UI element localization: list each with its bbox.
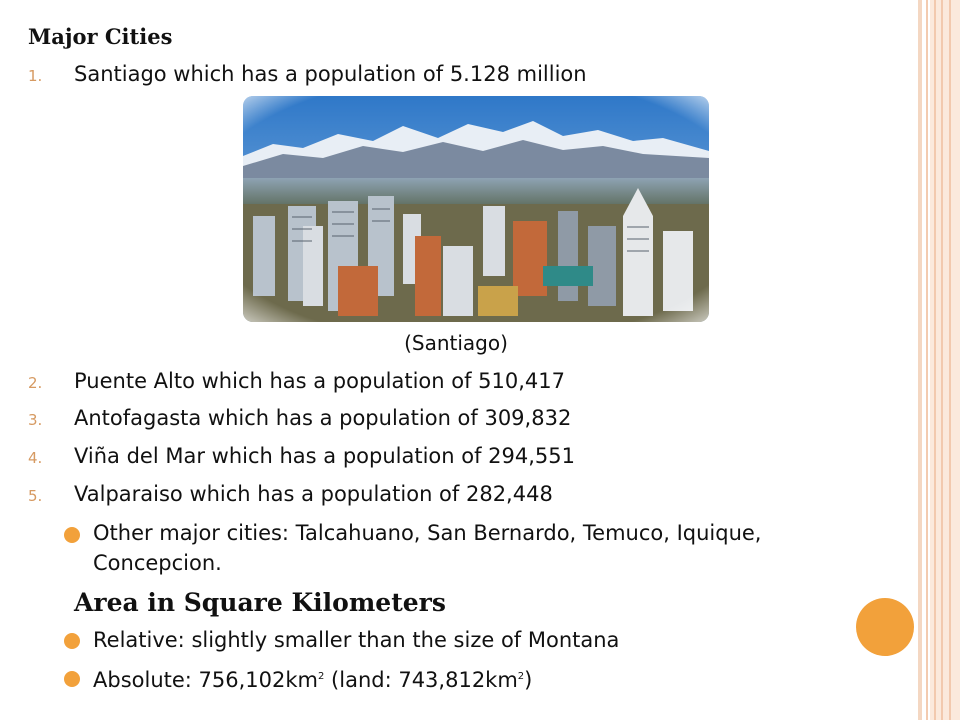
list-item-text: Puente Alto which has a population of 510,417	[74, 369, 565, 393]
list-number: 3.	[28, 411, 43, 429]
list-item	[28, 369, 565, 393]
list-item-text: Valparaiso which has a population of 282,448	[74, 482, 553, 506]
area-absolute-prefix: Absolute: 756,102km	[93, 668, 318, 692]
area-absolute-mid: (land: 743,812km	[324, 668, 518, 692]
area-heading: Area in Square Kilometers	[74, 588, 446, 617]
list-item-text: Antofagasta which has a population of 309,832	[74, 406, 572, 430]
bullet-icon	[64, 671, 80, 687]
decorative-circle-icon	[856, 598, 914, 656]
border-stripe	[918, 0, 922, 720]
list-number: 5.	[28, 487, 43, 505]
santiago-photo	[243, 96, 709, 322]
other-cities-text	[93, 518, 761, 578]
list-item	[28, 62, 587, 86]
border-stripe	[926, 0, 928, 720]
bullet-icon	[64, 527, 80, 543]
list-number: 4.	[28, 449, 43, 467]
superscript: 2	[318, 671, 325, 682]
border-stripe	[949, 0, 951, 720]
area-absolute-suffix: )	[524, 668, 533, 692]
other-cities-line2: Concepcion.	[93, 551, 222, 575]
section-heading: Major Cities	[28, 24, 173, 49]
list-item-text: Santiago which has a population of 5.128 million	[74, 62, 587, 86]
photo-caption: (Santiago)	[404, 331, 508, 355]
area-absolute	[93, 662, 532, 695]
bullet-icon	[64, 633, 80, 649]
border-stripe	[934, 0, 936, 720]
list-number: 1.	[28, 67, 43, 85]
list-item	[28, 444, 575, 468]
list-item-text: Viña del Mar which has a population of 294,551	[74, 444, 576, 468]
area-relative: Relative: slightly smaller than the size of Montana	[93, 628, 620, 652]
list-item	[28, 482, 553, 506]
list-item	[28, 406, 571, 430]
superscript: 2	[517, 671, 525, 682]
list-number: 2.	[28, 374, 43, 392]
other-cities-line1: Other major cities: Talcahuano, San Bernardo, Temuco, Iquique,	[93, 521, 762, 545]
border-stripe	[941, 0, 943, 720]
